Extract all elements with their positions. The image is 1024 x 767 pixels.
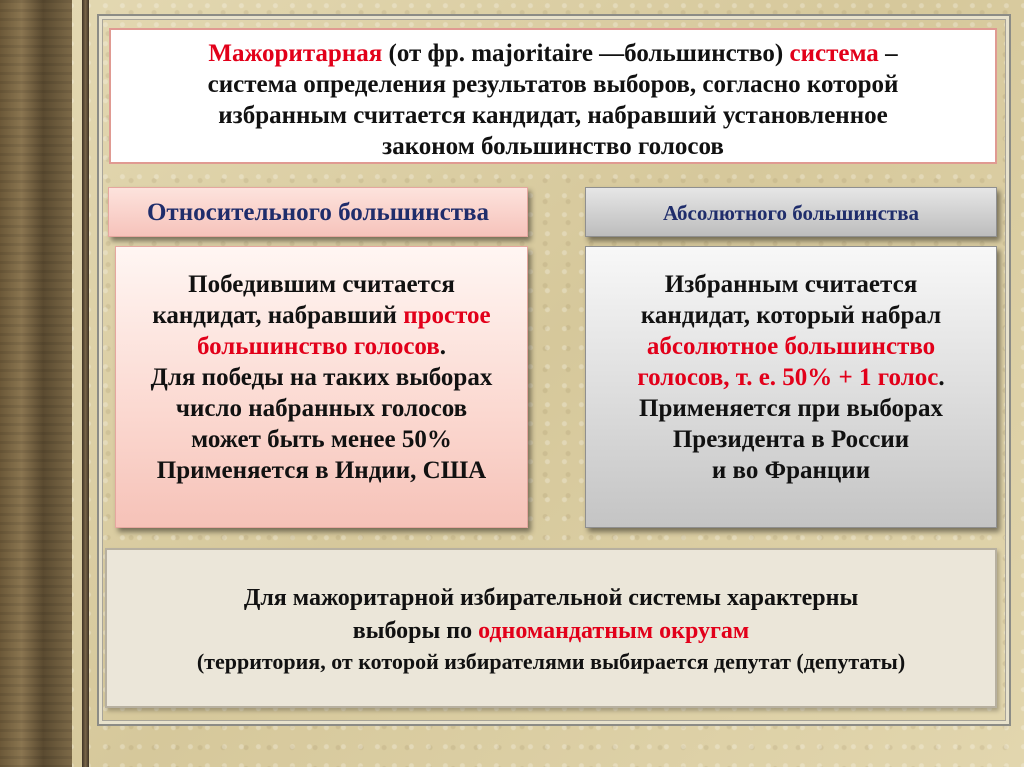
absolute-line-1: Избранным считается [664,271,918,298]
absolute-line-7: и во Франции [711,457,871,484]
definition-origin: (от фр. majoritaire —большинство) [382,40,790,67]
definition-line-1 [111,38,995,69]
definition-line-2: система определения результатов выборов, согласно которой [207,71,899,98]
relative-line-1: Победившим считается [188,271,455,298]
absolute-line-2: кандидат, который набрал [640,302,942,329]
definition-term: Мажоритарная [208,40,383,67]
relative-line-2-text: кандидат, набравший [152,302,404,329]
relative-line-6: может быть менее 50% [191,426,452,453]
relative-line-2 [116,300,527,331]
absolute-line-6: Президента в России [672,426,910,453]
absolute-majority-header: Абсолютного большинства [585,187,997,237]
summary-line-1: Для мажоритарной избирательной системы характерны [243,585,859,611]
summary-line-2 [107,615,995,648]
absolute-line-4-period: . [938,364,945,391]
absolute-line-5: Применяется при выборах [639,395,943,422]
relative-majority-highlight: большинство голосов [196,333,440,360]
definition-dash: – [878,40,898,67]
decorative-stripe [82,0,89,767]
relative-line-5: число набранных голосов [175,395,468,422]
absolute-votes-highlight: голосов, т. е. 50% + 1 голос [637,364,939,391]
single-member-districts-highlight: одномандатным округам [478,617,750,644]
absolute-majority-highlight: абсолютное большинство [646,333,936,360]
summary-line-3: (территория, от которой избирателями выбирается депутат (депутаты) [196,649,906,675]
relative-line-7: Применяется в Индии, США [156,457,487,484]
relative-line-3 [116,331,527,362]
relative-majority-card [115,246,528,528]
definition-box [109,28,997,164]
absolute-line-4 [586,362,996,393]
definition-term-suffix: система [789,40,879,67]
absolute-majority-card [585,246,997,528]
definition-line-4: законом большинство голосов [382,133,724,160]
relative-line-3-period: . [439,333,447,360]
decorative-border [0,0,72,767]
relative-simple-highlight: простое [403,302,491,329]
summary-box [105,548,997,708]
summary-line-2-text: выборы по [352,617,479,644]
relative-majority-header: Относительного большинства [108,187,528,237]
relative-line-4: Для победы на таких выборах [150,364,493,391]
definition-line-3: избранным считается кандидат, набравший установленное [218,102,888,129]
